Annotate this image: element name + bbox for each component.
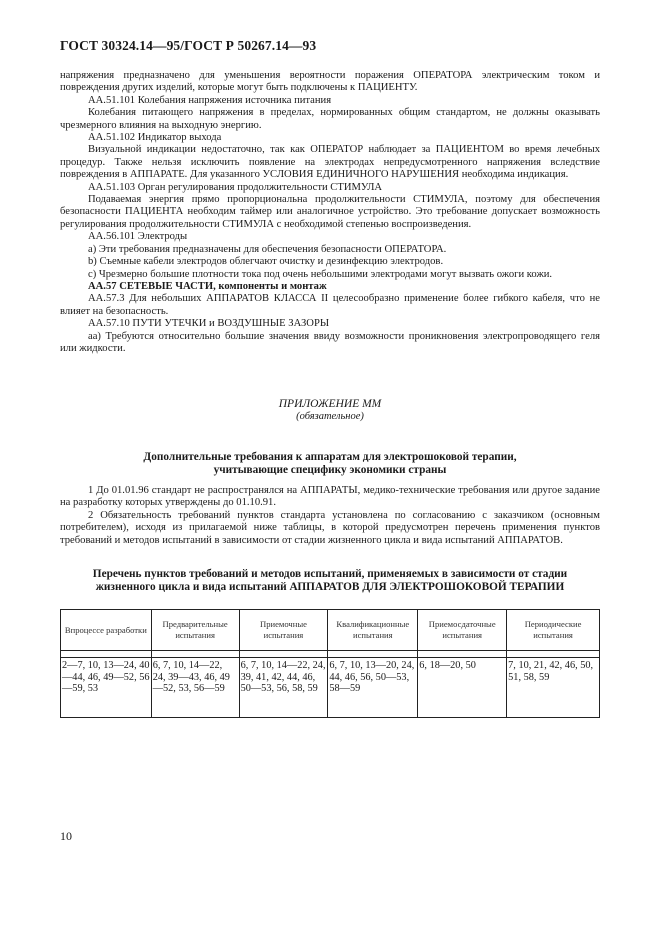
paragraph: АА.57.3 Для небольших АППАРАТОВ КЛАССА II целесообразно применение более гибкого кабеля, что не влияет на безопасность. (60, 293, 600, 317)
paragraph: Подаваемая энергия прямо пропорциональна продолжительности СТИМУЛА, поэтому для обеспечения безопасности ПАЦИЕНТА необходим таймер или аналогичное устройство. Это требование допускает возможность регулирования продолжительности СТИМУЛА с необходимой степенью воспроизведения. (60, 194, 600, 230)
table-title-line: жизненного цикла и вида испытаний АППАРАТОВ ДЛЯ ЭЛЕКТРОШОКОВОЙ ТЕРАПИИ (95, 580, 565, 593)
table-cell: 6, 18—20, 50 (418, 658, 507, 718)
table-cell: 7, 10, 21, 42, 46, 50, 51, 58, 59 (507, 658, 600, 718)
paragraph: 1 До 01.01.96 стандарт не распространялся на АППАРАТЫ, медико-технические требования или другое задание на разработку которых утверждены до 01.10.91. (60, 485, 600, 509)
table-cell: 6, 7, 10, 13—20, 24, 44, 46, 56, 50—53, 58—59 (328, 658, 418, 718)
clause-heading: АА.51.103 Орган регулирования продолжительности СТИМУЛА (88, 181, 383, 193)
list-item: a) Эти требования предназначены для обеспечения безопасности ОПЕРАТОРА. (88, 243, 447, 255)
requirements-table (60, 609, 600, 718)
paragraph: напряжения предназначено для уменьшения вероятности поражения ОПЕРАТОРА электрическим током и повреждения других изделий, которые могут быть подключены к ПАЦИЕНТУ. (60, 70, 600, 94)
column-header: Квалификационные испытания (328, 610, 418, 651)
clause-heading: АА.51.101 Колебания напряжения источника питания (88, 94, 332, 106)
column-header: Периодические испытания (507, 610, 600, 651)
column-header: Приемосдаточные испытания (418, 610, 507, 651)
paragraph: 2 Обязательность требований пунктов стандарта установлена по согласованию с заказчиком (основным потребителем), исходя из прилагаемой ниже таблицы, в которой предусмотрен перечень применения пунктов требований и методов испытаний в зависимости от стадии жизненного цикла и вида испытаний АППАРАТОВ. (60, 509, 600, 546)
column-header: Предварительные испытания (151, 610, 239, 651)
clause-heading: АА.51.102 Индикатор выхода (88, 132, 222, 144)
column-header: Впроцессе разработки (61, 610, 152, 651)
list-item: c) Чрезмерно большие плотности тока под очень небольшими электродами могут вызвать ожоги кожи. (88, 268, 553, 280)
section-heading: АА.57 СЕТЕВЫЕ ЧАСТИ, компоненты и монтаж (88, 280, 327, 292)
appendix-subtitle: (обязательное) (296, 411, 364, 422)
appendix-heading-line: Дополнительные требования к аппаратам для электрошоковой терапии, (143, 451, 517, 463)
table-header-row (61, 610, 600, 651)
appendix-body (60, 485, 600, 547)
column-header: Приемочные испытания (239, 610, 328, 651)
paragraph: аа) Требуются относительно большие значения ввиду возможности проникновения электропроводящего геля или жидкости. (60, 330, 600, 354)
table-title (60, 568, 600, 594)
page-number: 10 (60, 829, 72, 843)
body-text (60, 70, 600, 355)
table-spacer-row (61, 651, 600, 658)
appendix-heading-line: учитывающие специфику экономики страны (213, 463, 447, 476)
appendix-title: ПРИЛОЖЕНИЕ ММ (278, 398, 382, 410)
clause-heading: АА.57.10 ПУТИ УТЕЧКИ и ВОЗДУШНЫЕ ЗАЗОРЫ (88, 318, 330, 330)
table-row (61, 658, 600, 718)
document-header: ГОСТ 30324.14—95/ГОСТ Р 50267.14—93 (60, 38, 317, 53)
table-title-line: Перечень пунктов требований и методов испытаний, применяемых в зависимости от стадии (92, 568, 568, 580)
paragraph: Визуальной индикации недостаточно, так как ОПЕРАТОР наблюдает за ПАЦИЕНТОМ во время лечебных процедур. Также нельзя исключить появление на электродах непредусмотренного напряжения вследствие повреждения в АППАРАТЕ. Для указанного УСЛОВИЯ ЕДИНИЧНОГО НАРУШЕНИЯ необходима индикация. (60, 144, 600, 181)
paragraph: Колебания питающего напряжения в пределах, нормированных общим стандартом, не должны оказывать чрезмерного влияния на выходную энергию. (60, 107, 600, 131)
appendix-heading (60, 451, 600, 477)
table-cell: 6, 7, 10, 14—22, 24, 39, 41, 42, 44, 46, 50—53, 56, 58, 59 (239, 658, 328, 718)
table-cell: 6, 7, 10, 14—22, 24, 39—43, 46, 49—52, 53, 56—59 (151, 658, 239, 718)
clause-heading: АА.56.101 Электроды (88, 231, 188, 243)
table-cell: 2—7, 10, 13—24, 40—44, 46, 49—52, 56—59, 53 (61, 658, 152, 718)
list-item: b) Съемные кабели электродов облегчают очистку и дезинфекцию электродов. (88, 256, 444, 268)
